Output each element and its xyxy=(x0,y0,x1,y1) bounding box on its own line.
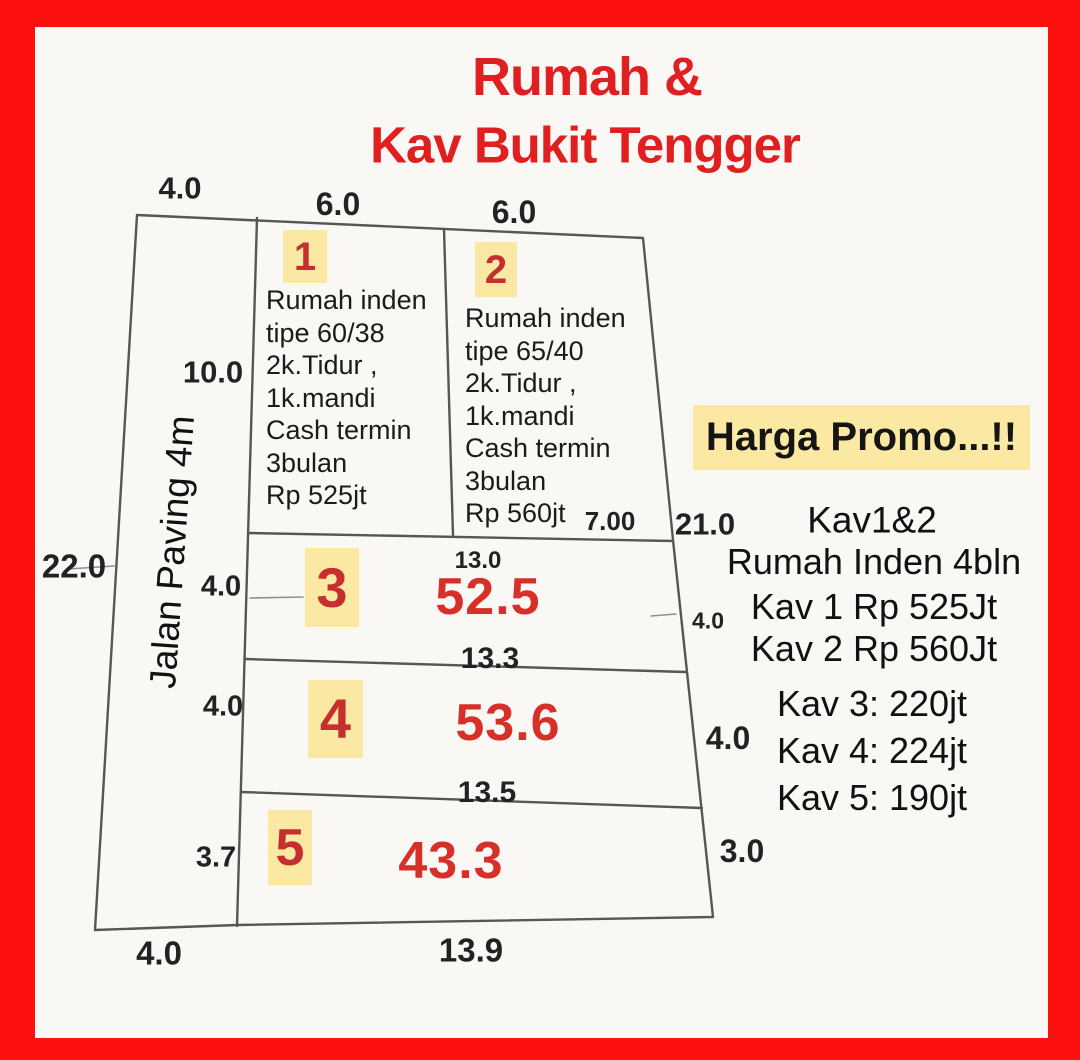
dim-kav4-bottom: 13.5 xyxy=(457,776,517,809)
dim-top-kav1: 6.0 xyxy=(315,186,361,222)
dim-left-kav3: 4.0 xyxy=(200,570,242,603)
kav1-desc-line: 1k.mandi xyxy=(266,382,376,413)
kav1-desc-line: 2k.Tidur , xyxy=(266,350,378,380)
page-title-line2: Kav Bukit Tengger xyxy=(370,116,800,174)
kav2-desc-line: Cash termin xyxy=(465,433,611,463)
kav3-area-value: 52.5 xyxy=(435,568,541,626)
promo-kav1-price: Kav 1 Rp 525Jt xyxy=(750,586,998,627)
kav1-desc-line: 3bulan xyxy=(266,447,348,478)
kav5-number-badge: 5 xyxy=(268,810,312,885)
promo-header: Harga Promo...!! xyxy=(693,405,1030,470)
kav2-desc-line: 2k.Tidur , xyxy=(465,368,577,398)
dim-left-total: 22.0 xyxy=(41,547,107,585)
kav2-desc-line: Rumah inden xyxy=(465,303,626,333)
promo-kav4-price: Kav 4: 224jt xyxy=(776,730,968,771)
frame-bottom xyxy=(0,1038,1080,1060)
promo-kav2-price: Kav 2 Rp 560Jt xyxy=(750,628,998,669)
kav1-description xyxy=(266,284,461,512)
frame-top xyxy=(0,0,1080,27)
tick-kav3-left xyxy=(250,597,303,598)
dim-left-kav5: 3.7 xyxy=(195,841,237,874)
kav2-desc-line: Rp 560jt xyxy=(465,498,566,528)
kav4-area-value: 53.6 xyxy=(455,694,561,752)
dim-left-kav4: 4.0 xyxy=(202,690,244,723)
kav5-area-value: 43.3 xyxy=(398,832,504,890)
promo-kav12-title: Kav1&2 xyxy=(807,499,937,541)
dim-right-upper: 21.0 xyxy=(674,506,736,542)
dim-kav2-inner: 7.00 xyxy=(584,506,636,536)
page-title-line1: Rumah & xyxy=(471,47,703,107)
road-label: Jalan Paving 4m xyxy=(142,414,202,690)
dim-left-upper: 10.0 xyxy=(182,354,244,390)
kav2-desc-line: tipe 65/40 xyxy=(465,335,584,366)
kav1-desc-line: Cash termin xyxy=(266,415,412,445)
promo-kav3-price: Kav 3: 220jt xyxy=(776,683,968,724)
frame-right xyxy=(1048,0,1080,1060)
dim-right-kav3: 4.0 xyxy=(692,607,724,634)
dim-right-kav4: 4.0 xyxy=(705,720,751,756)
kav1-desc-line: Rumah inden xyxy=(266,285,427,315)
kav1-desc-line: Rp 525jt xyxy=(266,480,367,510)
kav2-description xyxy=(465,302,660,530)
dim-bottom-width: 13.9 xyxy=(438,931,504,969)
kav2-desc-line: 3bulan xyxy=(465,465,547,496)
kav1-number-badge: 1 xyxy=(283,230,327,283)
frame-left xyxy=(0,0,35,1060)
tick-kav3-right xyxy=(651,614,676,616)
dim-top-kav2: 6.0 xyxy=(491,194,537,230)
promo-kav12-subtitle: Rumah Inden 4bln xyxy=(726,541,1022,582)
kav2-desc-line: 1k.mandi xyxy=(465,400,575,431)
kav1-desc-line: tipe 60/38 xyxy=(266,317,385,348)
promo-kav5-price: Kav 5: 190jt xyxy=(776,777,968,818)
kav4-number-badge: 4 xyxy=(308,680,363,758)
dim-top-road: 4.0 xyxy=(158,170,202,206)
dim-bottom-road: 4.0 xyxy=(136,934,182,972)
kav2-number-badge: 2 xyxy=(475,242,517,297)
dim-kav3-top: 13.0 xyxy=(454,547,502,574)
dim-right-kav5: 3.0 xyxy=(719,833,765,869)
kav3-number-badge: 3 xyxy=(305,548,359,627)
dim-kav3-bottom: 13.3 xyxy=(460,642,520,675)
